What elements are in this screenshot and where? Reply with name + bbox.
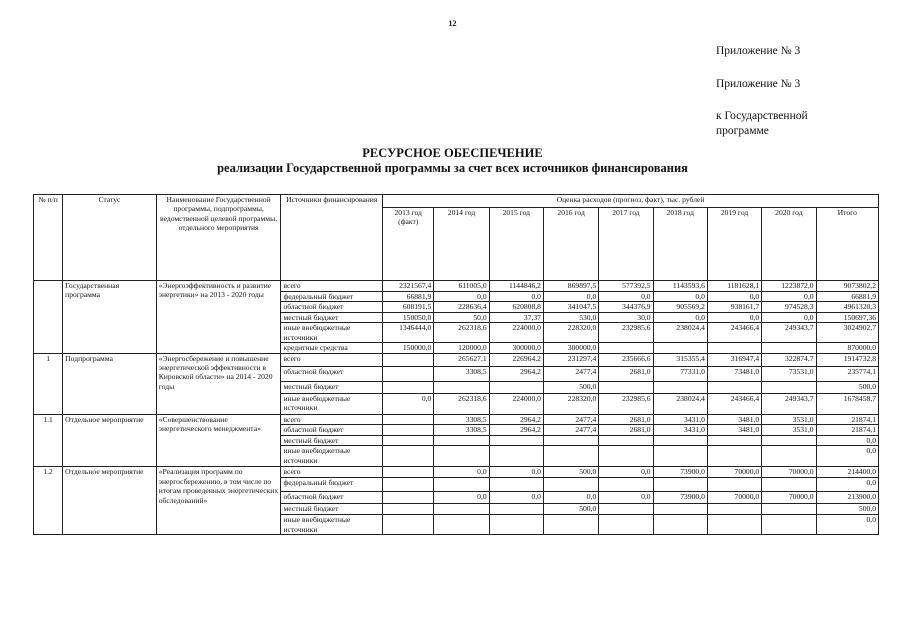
value-cell xyxy=(434,504,489,515)
row-name: «Энергосбережение и повышение энергетической эффективности в Кировской области» на 2014 - 2020 годы xyxy=(156,353,281,414)
value-cell: 0,0 xyxy=(489,492,543,504)
value-cell xyxy=(707,446,761,467)
value-cell: 228320,0 xyxy=(543,393,598,414)
value-cell xyxy=(383,436,434,446)
value-cell xyxy=(599,343,653,353)
value-cell: 3531,0 xyxy=(762,414,816,424)
value-cell xyxy=(707,436,761,446)
value-cell xyxy=(599,478,653,492)
value-cell: 315355,4 xyxy=(653,353,707,366)
header-year: 2013 год (факт) xyxy=(383,208,434,281)
table-row xyxy=(34,467,879,478)
value-cell: 3308,5 xyxy=(434,425,489,436)
row-number: 1.1 xyxy=(34,414,63,467)
header-year: 2019 год xyxy=(707,208,761,281)
value-cell xyxy=(434,381,489,393)
value-cell xyxy=(383,467,434,478)
value-cell: 1143593,6 xyxy=(653,281,707,292)
value-cell xyxy=(762,504,816,515)
value-cell: 620808,8 xyxy=(489,302,543,312)
total-cell: 500,0 xyxy=(816,504,878,515)
header-year: 2014 год xyxy=(434,208,489,281)
value-cell xyxy=(383,366,434,381)
total-cell: 213900,0 xyxy=(816,492,878,504)
value-cell: 0,0 xyxy=(383,393,434,414)
value-cell xyxy=(383,381,434,393)
value-cell: 224000,0 xyxy=(489,393,543,414)
value-cell xyxy=(434,515,489,535)
value-cell: 869897,5 xyxy=(543,281,598,292)
header-year: 2017 год xyxy=(599,208,653,281)
funding-source: иные внебюджетные источники xyxy=(281,446,383,467)
header-estimate: Оценка расходов (прогноз, факт), тыс. рублей xyxy=(383,195,879,208)
funding-source: местный бюджет xyxy=(281,381,383,393)
value-cell xyxy=(599,504,653,515)
value-cell: 232985,6 xyxy=(599,393,653,414)
total-cell: 0,0 xyxy=(816,436,878,446)
value-cell: 2964,2 xyxy=(489,425,543,436)
value-cell: 3431,0 xyxy=(653,414,707,424)
value-cell: 0,0 xyxy=(707,292,761,302)
value-cell xyxy=(653,515,707,535)
value-cell: 150050,0 xyxy=(383,312,434,322)
value-cell: 1346444,0 xyxy=(383,323,434,343)
total-cell: 1678458,7 xyxy=(816,393,878,414)
document-subtitle: реализации Государственной программы за счет всех источников финансирования xyxy=(217,161,688,175)
value-cell: 2477,4 xyxy=(543,425,598,436)
resource-table xyxy=(33,194,879,535)
page-number: 12 xyxy=(448,19,457,28)
value-cell: 0,0 xyxy=(543,292,598,302)
value-cell: 1223872,0 xyxy=(762,281,816,292)
value-cell: 2477,4 xyxy=(543,414,598,424)
value-cell: 3431,0 xyxy=(653,425,707,436)
header-year: 2015 год xyxy=(489,208,543,281)
value-cell xyxy=(599,515,653,535)
value-cell: 262318,6 xyxy=(434,323,489,343)
value-cell xyxy=(489,515,543,535)
value-cell: 974528,3 xyxy=(762,302,816,312)
value-cell xyxy=(762,343,816,353)
value-cell xyxy=(762,436,816,446)
value-cell: 0,0 xyxy=(762,292,816,302)
value-cell: 66881,9 xyxy=(383,292,434,302)
value-cell xyxy=(434,436,489,446)
value-cell: 530,0 xyxy=(543,312,598,322)
funding-source: кредитные средства xyxy=(281,343,383,353)
value-cell: 0,0 xyxy=(653,292,707,302)
table-body xyxy=(34,281,879,535)
value-cell xyxy=(383,478,434,492)
value-cell: 0,0 xyxy=(489,292,543,302)
value-cell: 232985,6 xyxy=(599,323,653,343)
funding-source: федеральный бюджет xyxy=(281,292,383,302)
funding-source: областной бюджет xyxy=(281,366,383,381)
total-cell: 870000,0 xyxy=(816,343,878,353)
funding-source: иные внебюджетные источники xyxy=(281,515,383,535)
value-cell: 0,0 xyxy=(599,467,653,478)
row-status: Отдельное мероприятие xyxy=(63,467,157,535)
value-cell xyxy=(707,478,761,492)
value-cell xyxy=(434,446,489,467)
total-cell: 500,0 xyxy=(816,381,878,393)
value-cell: 3531,0 xyxy=(762,425,816,436)
value-cell xyxy=(707,515,761,535)
total-cell: 1914732,8 xyxy=(816,353,878,366)
total-cell: 0,0 xyxy=(816,446,878,467)
value-cell xyxy=(543,515,598,535)
header-source: Источники финансирования xyxy=(281,195,383,281)
value-cell: 0,0 xyxy=(434,292,489,302)
value-cell xyxy=(383,414,434,424)
value-cell: 238024,4 xyxy=(653,323,707,343)
total-cell: 3024902,7 xyxy=(816,323,878,343)
value-cell: 0,0 xyxy=(434,467,489,478)
value-cell xyxy=(762,478,816,492)
value-cell: 300000,0 xyxy=(489,343,543,353)
value-cell: 2321567,4 xyxy=(383,281,434,292)
value-cell: 73900,0 xyxy=(653,492,707,504)
value-cell xyxy=(383,515,434,535)
funding-source: местный бюджет xyxy=(281,436,383,446)
value-cell xyxy=(762,446,816,467)
value-cell: 316947,4 xyxy=(707,353,761,366)
appendix-line-2: Приложение № 3 xyxy=(716,78,801,90)
funding-source: областной бюджет xyxy=(281,492,383,504)
value-cell: 341047,5 xyxy=(543,302,598,312)
header-year: 2020 год xyxy=(762,208,816,281)
total-cell: 21874,1 xyxy=(816,414,878,424)
value-cell: 238024,4 xyxy=(653,393,707,414)
funding-source: всего xyxy=(281,353,383,366)
value-cell: 344376,9 xyxy=(599,302,653,312)
value-cell xyxy=(383,353,434,366)
value-cell: 300000,0 xyxy=(543,343,598,353)
value-cell: 3481,0 xyxy=(707,414,761,424)
funding-source: местный бюджет xyxy=(281,312,383,322)
value-cell: 150000,0 xyxy=(383,343,434,353)
row-name: «Энергоэффективность и развитие энергетики» на 2013 - 2020 годы xyxy=(156,281,281,354)
total-cell: 235774,1 xyxy=(816,366,878,381)
value-cell xyxy=(489,381,543,393)
value-cell xyxy=(599,381,653,393)
value-cell xyxy=(762,381,816,393)
value-cell: 611005,0 xyxy=(434,281,489,292)
value-cell xyxy=(434,478,489,492)
value-cell xyxy=(489,446,543,467)
value-cell xyxy=(383,492,434,504)
value-cell xyxy=(707,343,761,353)
value-cell xyxy=(653,504,707,515)
total-cell: 4961320,3 xyxy=(816,302,878,312)
funding-source: иные внебюджетные источники xyxy=(281,323,383,343)
value-cell: 73481,0 xyxy=(707,366,761,381)
value-cell xyxy=(599,436,653,446)
funding-source: всего xyxy=(281,414,383,424)
value-cell: 905569,2 xyxy=(653,302,707,312)
header-year: 2016 год xyxy=(543,208,598,281)
value-cell: 265627,1 xyxy=(434,353,489,366)
table-row xyxy=(34,353,879,366)
value-cell xyxy=(543,478,598,492)
value-cell: 73531,0 xyxy=(762,366,816,381)
document-title: РЕСУРСНОЕ ОБЕСПЕЧЕНИЕ xyxy=(362,146,543,160)
value-cell: 70000,0 xyxy=(707,467,761,478)
value-cell: 500,0 xyxy=(543,467,598,478)
header-year: 2018 год xyxy=(653,208,707,281)
row-number xyxy=(34,281,63,354)
total-cell: 214400,0 xyxy=(816,467,878,478)
value-cell xyxy=(543,446,598,467)
total-cell: 21874,1 xyxy=(816,425,878,436)
value-cell: 2681,0 xyxy=(599,414,653,424)
value-cell: 0,0 xyxy=(653,312,707,322)
value-cell: 228320,0 xyxy=(543,323,598,343)
value-cell xyxy=(489,436,543,446)
total-cell: 0,0 xyxy=(816,515,878,535)
value-cell xyxy=(383,446,434,467)
value-cell: 1144846,2 xyxy=(489,281,543,292)
value-cell: 228636,4 xyxy=(434,302,489,312)
value-cell: 322874,7 xyxy=(762,353,816,366)
value-cell: 0,0 xyxy=(707,312,761,322)
value-cell: 0,0 xyxy=(543,492,598,504)
value-cell: 3308,5 xyxy=(434,414,489,424)
header-name: Наименование Государственной программы, подпрограммы, ведомственной целевой программы, отдельного мероприятия xyxy=(156,195,281,281)
value-cell: 0,0 xyxy=(762,312,816,322)
header-status: Статус xyxy=(63,195,157,281)
value-cell xyxy=(707,504,761,515)
value-cell: 2964,2 xyxy=(489,414,543,424)
value-cell: 77331,0 xyxy=(653,366,707,381)
total-cell: 0,0 xyxy=(816,478,878,492)
total-cell: 9073802,2 xyxy=(816,281,878,292)
value-cell: 30,0 xyxy=(599,312,653,322)
value-cell xyxy=(762,515,816,535)
value-cell: 226964,2 xyxy=(489,353,543,366)
value-cell: 224000,0 xyxy=(489,323,543,343)
value-cell: 1181628,1 xyxy=(707,281,761,292)
value-cell: 0,0 xyxy=(599,292,653,302)
row-status: Государственная программа xyxy=(63,281,157,354)
funding-source: федеральный бюджет xyxy=(281,478,383,492)
value-cell: 120000,0 xyxy=(434,343,489,353)
value-cell: 938161,7 xyxy=(707,302,761,312)
value-cell xyxy=(489,504,543,515)
value-cell: 249343,7 xyxy=(762,393,816,414)
value-cell xyxy=(707,381,761,393)
funding-source: всего xyxy=(281,281,383,292)
row-name: «Совершенствование энергетического менеджмента» xyxy=(156,414,281,467)
value-cell: 2681,0 xyxy=(599,366,653,381)
funding-source: иные внебюджетные источники xyxy=(281,393,383,414)
value-cell: 0,0 xyxy=(599,492,653,504)
funding-source: всего xyxy=(281,467,383,478)
value-cell xyxy=(653,436,707,446)
value-cell: 500,0 xyxy=(543,504,598,515)
value-cell: 243466,4 xyxy=(707,323,761,343)
value-cell: 2964,2 xyxy=(489,366,543,381)
value-cell: 577392,5 xyxy=(599,281,653,292)
value-cell xyxy=(653,478,707,492)
value-cell xyxy=(489,478,543,492)
table-row xyxy=(34,414,879,424)
row-number: 1 xyxy=(34,353,63,414)
value-cell: 243466,4 xyxy=(707,393,761,414)
value-cell: 262318,6 xyxy=(434,393,489,414)
value-cell: 2477,4 xyxy=(543,366,598,381)
value-cell: 0,0 xyxy=(489,467,543,478)
value-cell: 2681,0 xyxy=(599,425,653,436)
table-header xyxy=(34,195,879,281)
value-cell: 231297,4 xyxy=(543,353,598,366)
total-cell: 150697,36 xyxy=(816,312,878,322)
total-cell: 66881,9 xyxy=(816,292,878,302)
funding-source: областной бюджет xyxy=(281,302,383,312)
value-cell xyxy=(543,436,598,446)
value-cell xyxy=(653,446,707,467)
header-num: № п/п xyxy=(34,195,63,281)
value-cell: 500,0 xyxy=(543,381,598,393)
appendix-line-1: Приложение № 3 xyxy=(716,45,801,57)
header-total: Итого xyxy=(816,208,878,281)
row-number: 1.2 xyxy=(34,467,63,535)
funding-source: областной бюджет xyxy=(281,425,383,436)
row-status: Отдельное мероприятие xyxy=(63,414,157,467)
value-cell xyxy=(383,504,434,515)
value-cell xyxy=(653,343,707,353)
value-cell: 50,0 xyxy=(434,312,489,322)
value-cell xyxy=(599,446,653,467)
value-cell: 70000,0 xyxy=(707,492,761,504)
appendix-line-4: программе xyxy=(716,125,769,137)
value-cell: 235666,6 xyxy=(599,353,653,366)
value-cell: 3308,5 xyxy=(434,366,489,381)
value-cell: 37,37 xyxy=(489,312,543,322)
value-cell: 73900,0 xyxy=(653,467,707,478)
value-cell: 608191,5 xyxy=(383,302,434,312)
value-cell: 249343,7 xyxy=(762,323,816,343)
appendix-line-3: к Государственной xyxy=(716,110,808,122)
value-cell xyxy=(383,425,434,436)
value-cell: 70000,0 xyxy=(762,492,816,504)
value-cell: 0,0 xyxy=(434,492,489,504)
value-cell xyxy=(653,381,707,393)
row-status: Подпрограмма xyxy=(63,353,157,414)
table-row xyxy=(34,281,879,292)
row-name: «Реализация программ по энергосбережению, в том числе по итогам проведенных энергетических обследований» xyxy=(156,467,281,535)
funding-source: местный бюджет xyxy=(281,504,383,515)
value-cell: 70000,0 xyxy=(762,467,816,478)
value-cell: 3481,0 xyxy=(707,425,761,436)
